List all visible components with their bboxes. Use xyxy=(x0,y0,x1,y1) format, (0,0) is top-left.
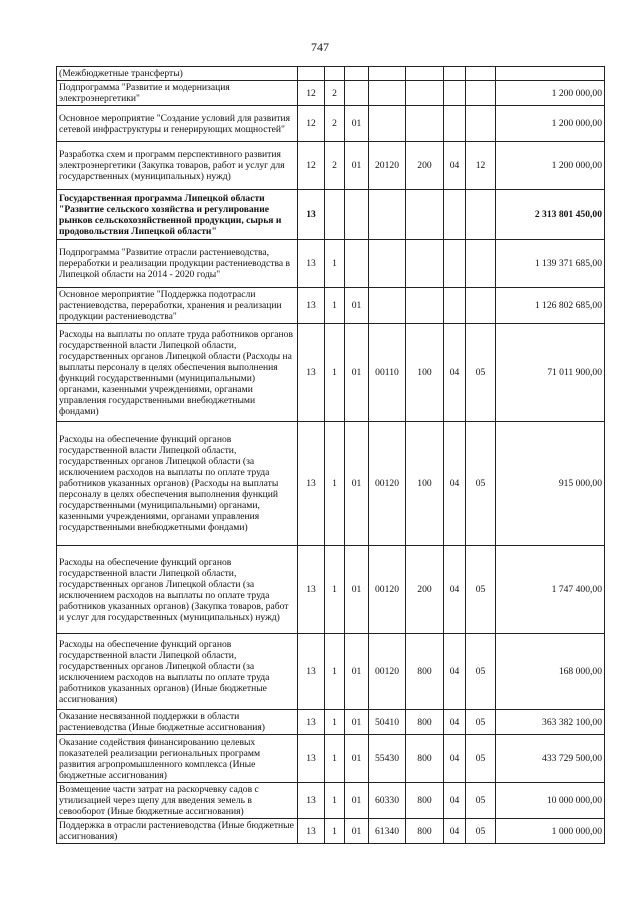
section-code-cell xyxy=(444,190,466,240)
direction-code-cell xyxy=(369,81,406,106)
program-code-cell: 13 xyxy=(298,190,325,240)
section-code-cell: 04 xyxy=(444,783,466,819)
program-code-cell: 13 xyxy=(298,783,325,819)
amount-cell: 1 126 802 685,00 xyxy=(496,288,605,324)
amount-cell: 1 200 000,00 xyxy=(496,106,605,142)
table-row xyxy=(57,735,605,783)
item-name-cell: Поддержка в отрасли растениеводства (Иные бюджетные ассигнования) xyxy=(57,819,298,844)
program-code-cell: 13 xyxy=(298,546,325,634)
table-row xyxy=(57,710,605,735)
subprogram-code-cell: 1 xyxy=(325,324,345,422)
item-name-cell: Расходы на обеспечение функций органов государственной власти Липецкой области, государственных органов Липецкой области (за исключением расходов на выплаты по оплате труда работников указанных органов) (Закупка товаров, работ и услуг для государственных (муниципальных) нужд) xyxy=(57,546,298,634)
activity-code-cell: 01 xyxy=(345,546,369,634)
table-row xyxy=(57,819,605,844)
item-name-cell: Основное мероприятие "Создание условий для развития сетевой инфраструктуры и генерирующих мощностей" xyxy=(57,106,298,142)
subprogram-code-cell: 1 xyxy=(325,422,345,546)
program-code-cell: 12 xyxy=(298,106,325,142)
expense-type-cell: 200 xyxy=(406,142,444,190)
expense-type-cell xyxy=(406,106,444,142)
item-name-cell: Оказание содействия финансированию целевых показателей реализации региональных программ развития агропромышленного комплекса (Иные бюджетные ассигнования) xyxy=(57,735,298,783)
expense-type-cell: 800 xyxy=(406,735,444,783)
direction-code-cell xyxy=(369,67,406,81)
expense-type-cell: 800 xyxy=(406,819,444,844)
subprogram-code-cell xyxy=(325,190,345,240)
amount-cell xyxy=(496,67,605,81)
subsection-code-cell: 05 xyxy=(466,735,496,783)
table-row xyxy=(57,422,605,546)
amount-cell: 1 747 400,00 xyxy=(496,546,605,634)
activity-code-cell: 01 xyxy=(345,783,369,819)
activity-code-cell: 01 xyxy=(345,710,369,735)
budget-table-body xyxy=(57,67,605,844)
section-code-cell: 04 xyxy=(444,142,466,190)
subprogram-code-cell: 2 xyxy=(325,81,345,106)
table-row xyxy=(57,67,605,81)
item-name-cell: Оказание несвязанной поддержки в области растениеводства (Иные бюджетные ассигнования) xyxy=(57,710,298,735)
table-row xyxy=(57,546,605,634)
direction-code-cell: 00120 xyxy=(369,422,406,546)
activity-code-cell: 01 xyxy=(345,634,369,710)
amount-cell: 915 000,00 xyxy=(496,422,605,546)
activity-code-cell: 01 xyxy=(345,819,369,844)
expense-type-cell: 100 xyxy=(406,422,444,546)
subsection-code-cell xyxy=(466,81,496,106)
table-row xyxy=(57,106,605,142)
section-code-cell xyxy=(444,240,466,288)
item-name-cell: Расходы на обеспечение функций органов государственной власти Липецкой области, государственных органов Липецкой области (за исключением расходов на выплаты по оплате труда работников указанных органов) (Расходы на выплаты персоналу в целях обеспечения выполнения функций государственными (муниципальными) органами, казенными учреждениями, органами управления государственными внебюджетными фондами) xyxy=(57,422,298,546)
subsection-code-cell xyxy=(466,67,496,81)
expense-type-cell: 800 xyxy=(406,710,444,735)
activity-code-cell xyxy=(345,190,369,240)
subsection-code-cell: 05 xyxy=(466,634,496,710)
subprogram-code-cell: 1 xyxy=(325,710,345,735)
budget-table xyxy=(56,66,605,844)
section-code-cell xyxy=(444,106,466,142)
table-row xyxy=(57,783,605,819)
table-row xyxy=(57,190,605,240)
amount-cell: 363 382 100,00 xyxy=(496,710,605,735)
expense-type-cell xyxy=(406,81,444,106)
amount-cell: 168 000,00 xyxy=(496,634,605,710)
program-code-cell: 12 xyxy=(298,81,325,106)
program-code-cell: 13 xyxy=(298,634,325,710)
subprogram-code-cell: 1 xyxy=(325,546,345,634)
amount-cell: 2 313 801 450,00 xyxy=(496,190,605,240)
program-code-cell: 13 xyxy=(298,324,325,422)
amount-cell: 433 729 500,00 xyxy=(496,735,605,783)
direction-code-cell: 55430 xyxy=(369,735,406,783)
amount-cell: 1 000 000,00 xyxy=(496,819,605,844)
subprogram-code-cell: 2 xyxy=(325,142,345,190)
activity-code-cell xyxy=(345,240,369,288)
section-code-cell: 04 xyxy=(444,819,466,844)
activity-code-cell xyxy=(345,81,369,106)
direction-code-cell xyxy=(369,240,406,288)
subsection-code-cell: 05 xyxy=(466,783,496,819)
direction-code-cell: 60330 xyxy=(369,783,406,819)
table-row xyxy=(57,81,605,106)
subsection-code-cell: 05 xyxy=(466,422,496,546)
direction-code-cell: 20120 xyxy=(369,142,406,190)
expense-type-cell xyxy=(406,288,444,324)
activity-code-cell: 01 xyxy=(345,142,369,190)
direction-code-cell: 00110 xyxy=(369,324,406,422)
activity-code-cell: 01 xyxy=(345,324,369,422)
subsection-code-cell: 12 xyxy=(466,142,496,190)
direction-code-cell: 50410 xyxy=(369,710,406,735)
amount-cell: 1 200 000,00 xyxy=(496,81,605,106)
direction-code-cell: 00120 xyxy=(369,634,406,710)
item-name-cell: Государственная программа Липецкой области "Развитие сельского хозяйства и регулирование рынков сельскохозяйственной продукции, сырья и продовольствия Липецкой области" xyxy=(57,190,298,240)
page-number: 747 xyxy=(311,40,329,54)
section-code-cell: 04 xyxy=(444,324,466,422)
item-name-cell: (Межбюджетные трансферты) xyxy=(57,67,298,81)
section-code-cell xyxy=(444,288,466,324)
subsection-code-cell: 05 xyxy=(466,710,496,735)
program-code-cell: 12 xyxy=(298,142,325,190)
subprogram-code-cell: 1 xyxy=(325,735,345,783)
section-code-cell xyxy=(444,81,466,106)
subprogram-code-cell: 2 xyxy=(325,106,345,142)
amount-cell: 1 200 000,00 xyxy=(496,142,605,190)
program-code-cell: 13 xyxy=(298,710,325,735)
subprogram-code-cell xyxy=(325,67,345,81)
subprogram-code-cell: 1 xyxy=(325,783,345,819)
table-row xyxy=(57,288,605,324)
table-row xyxy=(57,240,605,288)
item-name-cell: Подпрограмма "Развитие и модернизация электроэнергетики" xyxy=(57,81,298,106)
table-row xyxy=(57,634,605,710)
subprogram-code-cell: 1 xyxy=(325,240,345,288)
program-code-cell: 13 xyxy=(298,735,325,783)
expense-type-cell: 800 xyxy=(406,783,444,819)
program-code-cell: 13 xyxy=(298,819,325,844)
amount-cell: 10 000 000,00 xyxy=(496,783,605,819)
item-name-cell: Основное мероприятие "Поддержка подотрасли растениеводства, переработки, хранения и реализации продукции растениеводства" xyxy=(57,288,298,324)
direction-code-cell xyxy=(369,288,406,324)
direction-code-cell: 00120 xyxy=(369,546,406,634)
subprogram-code-cell: 1 xyxy=(325,288,345,324)
item-name-cell: Расходы на выплаты по оплате труда работников органов государственной власти Липецкой области, государственных органов Липецкой области (Расходы на выплаты персоналу в целях обеспечения выполнения функций государственными (муниципальными) органами, казенными учреждениями, органами управления государственными внебюджетными фондами) xyxy=(57,324,298,422)
amount-cell: 71 011 900,00 xyxy=(496,324,605,422)
section-code-cell: 04 xyxy=(444,634,466,710)
subprogram-code-cell: 1 xyxy=(325,819,345,844)
section-code-cell: 04 xyxy=(444,735,466,783)
item-name-cell: Разработка схем и программ перспективного развития электроэнергетики (Закупка товаров, работ и услуг для государственных (муниципальных) нужд) xyxy=(57,142,298,190)
section-code-cell: 04 xyxy=(444,546,466,634)
subsection-code-cell xyxy=(466,190,496,240)
direction-code-cell xyxy=(369,106,406,142)
activity-code-cell: 01 xyxy=(345,288,369,324)
activity-code-cell: 01 xyxy=(345,106,369,142)
subsection-code-cell: 05 xyxy=(466,324,496,422)
expense-type-cell xyxy=(406,240,444,288)
subprogram-code-cell: 1 xyxy=(325,634,345,710)
subsection-code-cell xyxy=(466,240,496,288)
item-name-cell: Подпрограмма "Развитие отрасли растениеводства, переработки и реализации продукции растениеводства в Липецкой области на 2014 - 2020 годы" xyxy=(57,240,298,288)
expense-type-cell xyxy=(406,67,444,81)
program-code-cell: 13 xyxy=(298,422,325,546)
program-code-cell xyxy=(298,67,325,81)
program-code-cell: 13 xyxy=(298,288,325,324)
activity-code-cell: 01 xyxy=(345,422,369,546)
table-row xyxy=(57,142,605,190)
item-name-cell: Возмещение части затрат на раскорчевку садов с утилизацией через щепу для введения земель в севооборот (Иные бюджетные ассигнования) xyxy=(57,783,298,819)
activity-code-cell: 01 xyxy=(345,735,369,783)
activity-code-cell xyxy=(345,67,369,81)
item-name-cell: Расходы на обеспечение функций органов государственной власти Липецкой области, государственных органов Липецкой области (за исключением расходов на выплаты по оплате труда работников указанных органов) (Иные бюджетные ассигнования) xyxy=(57,634,298,710)
table-row xyxy=(57,324,605,422)
section-code-cell xyxy=(444,67,466,81)
subsection-code-cell: 05 xyxy=(466,819,496,844)
expense-type-cell: 800 xyxy=(406,634,444,710)
direction-code-cell xyxy=(369,190,406,240)
expense-type-cell xyxy=(406,190,444,240)
section-code-cell: 04 xyxy=(444,422,466,546)
direction-code-cell: 61340 xyxy=(369,819,406,844)
expense-type-cell: 200 xyxy=(406,546,444,634)
expense-type-cell: 100 xyxy=(406,324,444,422)
section-code-cell: 04 xyxy=(444,710,466,735)
subsection-code-cell: 05 xyxy=(466,546,496,634)
program-code-cell: 13 xyxy=(298,240,325,288)
subsection-code-cell xyxy=(466,288,496,324)
amount-cell: 1 139 371 685,00 xyxy=(496,240,605,288)
subsection-code-cell xyxy=(466,106,496,142)
